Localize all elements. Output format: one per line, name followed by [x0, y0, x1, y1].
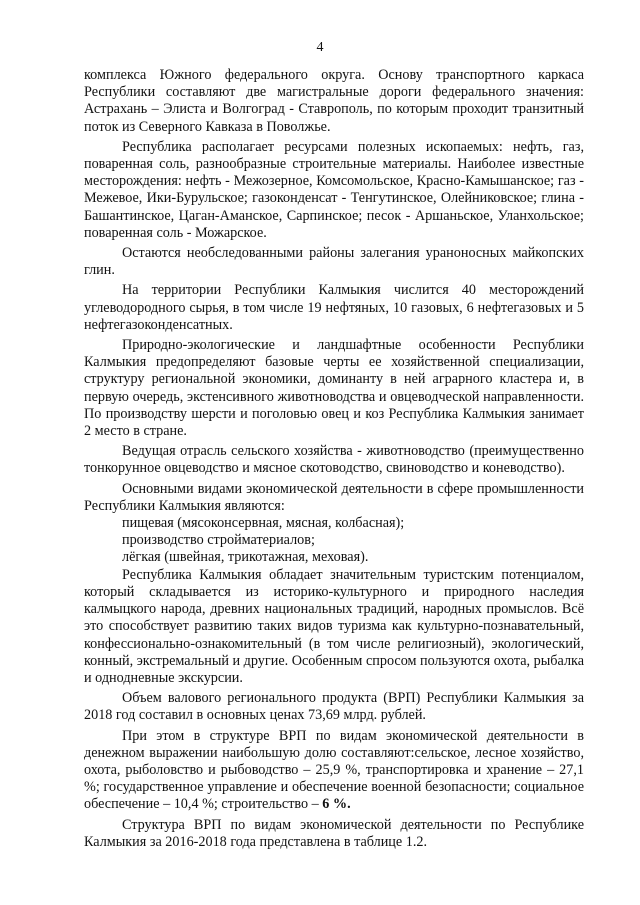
paragraph-transport: комплекса Южного федерального округа. Основу транспортного каркаса Республики составляют две магистральные дороги федерального значения: Астрахань – Элиста и Волгоград - Ставрополь, по которым проходит транзитный поток из Северного Кавказа в Поволжье. [84, 67, 584, 135]
construction-share: 6 %. [322, 796, 351, 813]
page-number: 4 [316, 40, 324, 55]
paragraph-industry-intro: Основными видами экономической деятельности в сфере промышленности Республики Калмыкия являются: [84, 480, 584, 514]
paragraph-hydrocarbon-deposits: На территории Республики Калмыкия числится 40 месторождений углеводородного сырья, в том числе 19 нефтяных, 10 газовых, 6 нефтегазовых и 5 нефтегазоконденсатных. [84, 282, 584, 333]
list-item-construction-materials: производство стройматериалов; [122, 532, 315, 549]
list-item-light-industry: лёгкая (швейная, трикотажная, меховая). [122, 549, 369, 566]
paragraph-grp-volume: Объем валового регионального продукта (ВРП) Республики Калмыкия за 2018 год составил в основных ценах 73,69 млрд. рублей. [84, 690, 584, 724]
document-body [84, 67, 584, 851]
paragraph-minerals: Республика располагает ресурсами полезных ископаемых: нефть, газ, поваренная соль, разнообразные строительные материалы. Наиболее известные месторождения: нефть - Межозерное, Комсомольское, Красно-Камышанское; газ - Межевое, Ики-Бурульское; газоконденсат - Тенгутинское, Олейниковское; глина - Башантинское, Цаган-Аманское, Сарпинское; песок - Аршаньское, Уланхольское; поваренная соль - Можарское. [84, 138, 584, 241]
list-item-food: пищевая (мясоконсервная, мясная, колбасная); [122, 515, 405, 532]
paragraph-natural-features: Природно-экологические и ландшафтные особенности Республики Калмыкия предопределяют базовые черты ее хозяйственной специализации, структуру региональной экономики, доминанту в ней аграрного кластера и, в первую очередь, экстенсивного животноводства и овцеводческой направленности. По производству шерсти и поголовью овец и коз Республика Калмыкия занимает 2 место в стране. [84, 337, 584, 440]
grp-structure-text: При этом в структуре ВРП по видам экономической деятельности в денежном выражении наибольшую долю составляют:сельское, лесное хозяйство, охота, рыболовство и рыбоводство – 25,9 %, транспортировка и хранение – 27,1 %; государственное управление и обеспечение военной безопасности; социальное обеспечение – 10,4 %; строительство – [84, 727, 584, 813]
paragraph-uranium-clays: Остаются необследованными районы залегания ураноносных майкопских глин. [84, 245, 584, 279]
paragraph-tourism: Республика Калмыкия обладает значительным туристским потенциалом, который складывается из историко-культурного и природного наследия калмыцкого народа, древних национальных традиций, народных промыслов. Всё это способствует развитию таких видов туризма как культурно-познавательный, конфессионально-ознакомительный (в том числе религиозный), экологический, конный, экстремальный и другие. Особенным спросом пользуются охота, рыбалка и однодневные экскурсии. [84, 566, 584, 686]
paragraph-table-reference: Структура ВРП по видам экономической деятельности по Республике Калмыкия за 2016-2018 года представлена в таблице 1.2. [84, 816, 584, 850]
paragraph-livestock: Ведущая отрасль сельского хозяйства - животноводство (преимущественно тонкорунное овцеводство и мясное скотоводство, свиноводство и коневодство). [84, 443, 584, 477]
paragraph-grp-structure [84, 728, 584, 814]
